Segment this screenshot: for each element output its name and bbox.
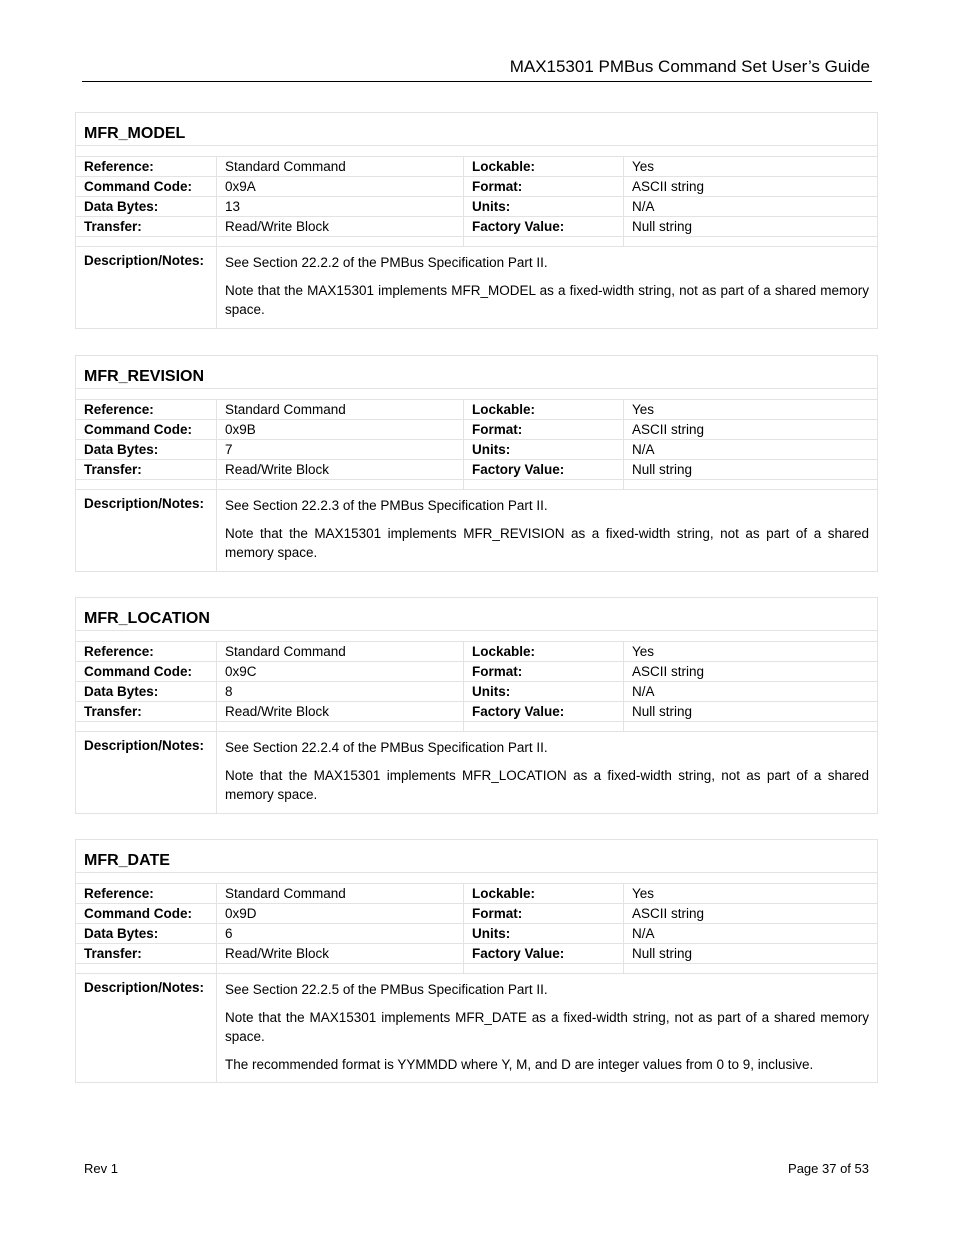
description-body [216,732,877,813]
description-note: See Section 22.2.2 of the PMBus Specification Part II. [225,255,548,270]
units-value: N/A [623,924,877,943]
description-row [76,489,877,571]
command-title: MFR_MODEL [84,125,186,142]
command-title: MFR_DATE [84,852,170,869]
info-row-data-bytes [76,681,877,701]
description-note: Note that the MAX15301 implements MFR_DATE as a fixed-width string, not as part of a shared memory space. [225,1009,869,1044]
spacer-row [76,963,877,973]
command-code-value: 0x9C [216,662,463,681]
description-note: See Section 22.2.4 of the PMBus Specification Part II. [225,740,548,755]
command-block-mfr-location [75,597,878,814]
footer-revision: Rev 1 [84,1161,118,1176]
reference-label: Reference: [84,644,154,659]
command-title: MFR_REVISION [84,368,205,385]
transfer-value: Read/Write Block [216,702,463,721]
units-value: N/A [623,440,877,459]
factory-value-value: Null string [623,702,877,721]
factory-value-label: Factory Value: [463,702,623,721]
command-code-label: Command Code: [84,664,192,679]
command-code-label: Command Code: [84,906,192,921]
description-row [76,731,877,813]
factory-value-label: Factory Value: [463,944,623,963]
command-code-label: Command Code: [84,179,192,194]
units-label: Units: [463,924,623,943]
data-bytes-label: Data Bytes: [84,442,159,457]
header-divider [82,81,872,82]
lockable-label: Lockable: [463,400,623,419]
lockable-label: Lockable: [463,157,623,176]
description-body [216,974,877,1082]
spacer-row [76,479,877,489]
spacer-row [76,721,877,731]
info-row-data-bytes [76,439,877,459]
factory-value-value: Null string [623,217,877,236]
command-code-value: 0x9A [216,177,463,196]
reference-label: Reference: [84,886,154,901]
format-value: ASCII string [623,662,877,681]
title-gap [76,872,877,883]
footer-page-number: Page 37 of 53 [788,1161,869,1176]
description-note: See Section 22.2.5 of the PMBus Specification Part II. [225,982,548,997]
factory-value-value: Null string [623,460,877,479]
command-block-mfr-revision [75,355,878,572]
lockable-value: Yes [623,642,877,661]
units-label: Units: [463,440,623,459]
format-label: Format: [463,177,623,196]
command-code-value: 0x9B [216,420,463,439]
command-title: MFR_LOCATION [84,610,210,627]
title-gap [76,145,877,156]
info-row-command-code [76,903,877,923]
description-note: Note that the MAX15301 implements MFR_REVISION as a fixed-width string, not as part of a shared memory space. [225,525,869,560]
info-row-reference [76,399,877,419]
description-note: The recommended format is YYMMDD where Y, M, and D are integer values from 0 to 9, inclusive. [225,1056,814,1072]
description-label: Description/Notes: [84,980,205,995]
transfer-value: Read/Write Block [216,217,463,236]
transfer-label: Transfer: [84,462,142,477]
data-bytes-label: Data Bytes: [84,926,159,941]
transfer-label: Transfer: [84,219,142,234]
units-label: Units: [463,197,623,216]
info-row-command-code [76,176,877,196]
format-label: Format: [463,904,623,923]
reference-value: Standard Command [216,157,463,176]
info-row-transfer [76,943,877,963]
page-header-title: MAX15301 PMBus Command Set User’s Guide [509,57,870,76]
info-row-command-code [76,661,877,681]
command-block-mfr-model [75,112,878,329]
title-gap [76,630,877,641]
command-code-value: 0x9D [216,904,463,923]
info-row-reference [76,156,877,176]
info-row-reference [76,883,877,903]
info-row-transfer [76,459,877,479]
units-value: N/A [623,682,877,701]
reference-value: Standard Command [216,884,463,903]
data-bytes-value: 6 [216,924,463,943]
reference-value: Standard Command [216,400,463,419]
info-row-command-code [76,419,877,439]
description-note: Note that the MAX15301 implements MFR_MODEL as a fixed-width string, not as part of a shared memory space. [225,282,869,317]
data-bytes-value: 8 [216,682,463,701]
reference-label: Reference: [84,402,154,417]
factory-value-label: Factory Value: [463,460,623,479]
data-bytes-value: 7 [216,440,463,459]
info-row-reference [76,641,877,661]
format-value: ASCII string [623,420,877,439]
command-block-mfr-date [75,839,878,1083]
lockable-label: Lockable: [463,884,623,903]
data-bytes-label: Data Bytes: [84,199,159,214]
description-body [216,247,877,328]
lockable-value: Yes [623,400,877,419]
factory-value-value: Null string [623,944,877,963]
units-label: Units: [463,682,623,701]
command-code-label: Command Code: [84,422,192,437]
format-label: Format: [463,420,623,439]
reference-label: Reference: [84,159,154,174]
spacer-row [76,236,877,246]
format-label: Format: [463,662,623,681]
description-note: See Section 22.2.3 of the PMBus Specification Part II. [225,498,548,513]
units-value: N/A [623,197,877,216]
data-bytes-label: Data Bytes: [84,684,159,699]
info-row-transfer [76,216,877,236]
info-row-data-bytes [76,196,877,216]
description-row [76,973,877,1082]
data-bytes-value: 13 [216,197,463,216]
format-value: ASCII string [623,177,877,196]
info-row-data-bytes [76,923,877,943]
transfer-value: Read/Write Block [216,944,463,963]
reference-value: Standard Command [216,642,463,661]
description-label: Description/Notes: [84,496,205,511]
description-label: Description/Notes: [84,253,205,268]
info-row-transfer [76,701,877,721]
lockable-label: Lockable: [463,642,623,661]
description-label: Description/Notes: [84,738,205,753]
description-row [76,246,877,328]
description-body [216,490,877,571]
factory-value-label: Factory Value: [463,217,623,236]
lockable-value: Yes [623,157,877,176]
description-note: Note that the MAX15301 implements MFR_LOCATION as a fixed-width string, not as part of a shared memory space. [225,767,869,802]
lockable-value: Yes [623,884,877,903]
transfer-value: Read/Write Block [216,460,463,479]
transfer-label: Transfer: [84,946,142,961]
title-gap [76,388,877,399]
format-value: ASCII string [623,904,877,923]
transfer-label: Transfer: [84,704,142,719]
